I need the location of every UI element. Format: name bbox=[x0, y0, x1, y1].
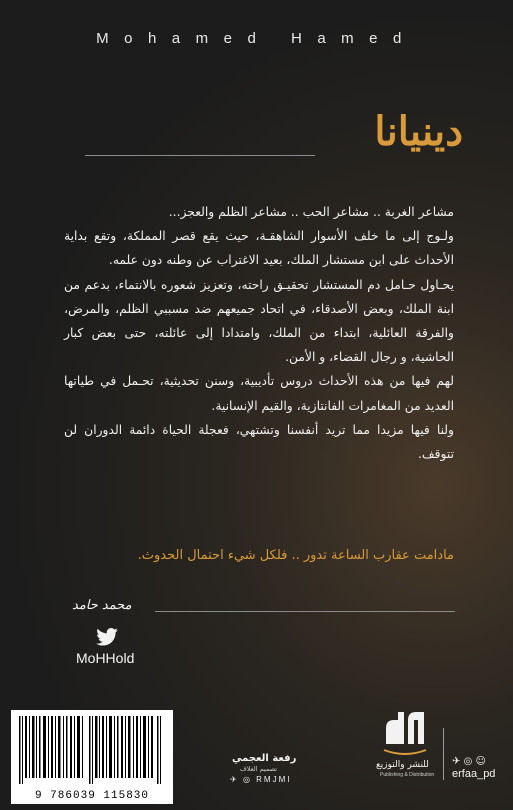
designer-handle-text: RMJMI bbox=[256, 775, 292, 784]
synopsis-paragraph: مشاعر الغربة .. مشاعر الحب .. مشاعر الظلم والعجز... bbox=[168, 205, 454, 219]
synopsis-paragraph: ولنا فيها مزيدا مما تريد أنفسنا وتشتهي، فعجلة الحياة دائمة الدوران لن تتوقف. bbox=[64, 422, 454, 462]
synopsis-paragraph: لهم فيها من هذه الأحداث دروس تأديبية، وسنن تحديثية، تحـمل في طياتها العديد من المغامرات الفانتازية، والقيم الإنسانية. bbox=[64, 374, 454, 413]
synopsis-paragraph: يحـاول حـامل دم المستشار تحقيـق راحته، وتعزيز شعوره بالانتماء، بدعم من ابنة الملك، وبعض الأصدقاء، في اتحاد جميعهم ضد مسببي الظلم، والمرض، والفرقة العائلية، ابتداء من الملك، وامتدادا إلى عائلته، حتى بعض كبار الحاشية، و رجال القضاء، و الأمن. bbox=[64, 277, 454, 365]
cover-designer-label: تصميم الغلاف bbox=[240, 765, 278, 773]
snapchat-icon: ☺ bbox=[475, 756, 486, 767]
author-name-header: Mohamed Hamed bbox=[96, 30, 417, 47]
instagram-icon: ◎ bbox=[242, 775, 252, 784]
isbn-number: 9 786039 115830 bbox=[34, 790, 150, 802]
publisher-social-icons bbox=[452, 756, 486, 767]
barcode-bars bbox=[17, 716, 167, 784]
publisher-english: Publishing & Distribution bbox=[380, 772, 435, 778]
cover-designer-handle bbox=[230, 775, 291, 784]
title-divider bbox=[85, 155, 315, 156]
publisher-handle: erfaa_pd bbox=[452, 768, 496, 780]
synopsis-paragraph: ولـوج إلى ما خلف الأسوار الشاهقـة، حيث يقع قصر المملكة، وتقع بداية الأحداث على ابن مستشار الملك، بعيد الاغتراب عن وطنه دون علمه. bbox=[64, 229, 454, 268]
signature-divider bbox=[155, 611, 455, 612]
synopsis bbox=[64, 200, 454, 466]
book-title: دينيانا bbox=[374, 108, 463, 155]
publisher-logo bbox=[378, 700, 432, 760]
publisher-name: للنشر والتوزيع bbox=[376, 760, 429, 770]
twitter-icon: ✈ bbox=[452, 756, 461, 767]
isbn-barcode bbox=[11, 710, 173, 804]
publisher-divider bbox=[443, 728, 444, 780]
twitter-icon bbox=[96, 628, 118, 646]
author-handle: MoHHold bbox=[76, 650, 135, 666]
cover-designer-name: رفعة العجمي bbox=[232, 753, 297, 764]
author-signature: محمد حامد bbox=[72, 598, 132, 613]
twitter-icon: ✈ bbox=[230, 775, 239, 784]
instagram-icon: ◎ bbox=[463, 756, 473, 767]
tagline-quote: مادامت عقارب الساعة تدور .. فلكل شيء احتمال الحدوث. bbox=[137, 548, 454, 563]
